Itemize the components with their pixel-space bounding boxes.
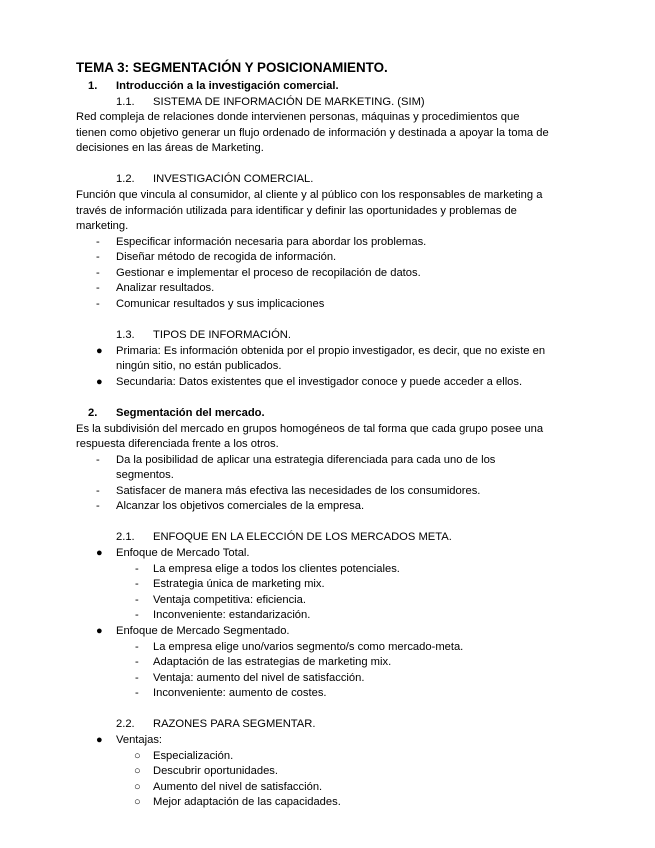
list-item-text: La empresa elige uno/varios segmento/s como mercado-meta. bbox=[153, 641, 464, 653]
list-item-text: Descubrir oportunidades. bbox=[153, 765, 278, 777]
section-title: Introducción a la investigación comercial. bbox=[116, 80, 339, 92]
list-item-continuation: segmentos. bbox=[116, 469, 174, 481]
dash-marker: - bbox=[96, 236, 100, 248]
section-title: Segmentación del mercado. bbox=[116, 407, 265, 419]
subsection-number: 2.2. bbox=[116, 718, 135, 730]
page-title: TEMA 3: SEGMENTACIÓN Y POSICIONAMIENTO. bbox=[76, 60, 388, 75]
paragraph-line: Red compleja de relaciones donde intervienen personas, máquinas y procedimientos que bbox=[76, 111, 520, 123]
subsection-title: TIPOS DE INFORMACIÓN. bbox=[153, 329, 291, 341]
bullet-text: Secundaria: Datos existentes que el investigador conoce y puede acceder a ellos. bbox=[116, 376, 523, 388]
dash-marker: - bbox=[96, 267, 100, 279]
hollow-circle-icon: ○ bbox=[134, 765, 141, 777]
dash-marker: - bbox=[135, 578, 139, 590]
dash-marker: - bbox=[96, 485, 100, 497]
subsection-number: 1.1. bbox=[116, 96, 135, 108]
list-item-text: Alcanzar los objetivos comerciales de la empresa. bbox=[116, 500, 365, 512]
list-item-text: Analizar resultados. bbox=[116, 282, 215, 294]
paragraph-line: marketing. bbox=[76, 220, 129, 232]
list-item-text: Diseñar método de recogida de información. bbox=[116, 251, 337, 263]
list-item-text: Aumento del nivel de satisfacción. bbox=[153, 781, 323, 793]
list-item-text: Estrategia única de marketing mix. bbox=[153, 578, 325, 590]
dash-marker: - bbox=[135, 641, 139, 653]
subsection-title: ENFOQUE EN LA ELECCIÓN DE LOS MERCADOS META. bbox=[153, 531, 452, 543]
list-item-text: Inconveniente: aumento de costes. bbox=[153, 687, 327, 699]
subsection-number: 1.3. bbox=[116, 329, 135, 341]
hollow-circle-icon: ○ bbox=[134, 796, 141, 808]
bullet-dot-icon: ● bbox=[96, 625, 103, 637]
dash-marker: - bbox=[96, 251, 100, 263]
list-item-text: Adaptación de las estrategias de marketing mix. bbox=[153, 656, 392, 668]
subsection-title: INVESTIGACIÓN COMERCIAL. bbox=[153, 173, 314, 185]
dash-marker: - bbox=[135, 594, 139, 606]
section-number: 2. bbox=[88, 407, 98, 419]
bullet-text: Enfoque de Mercado Segmentado. bbox=[116, 625, 290, 637]
paragraph-line: Es la subdivisión del mercado en grupos homogéneos de tal forma que cada grupo posee una bbox=[76, 423, 544, 435]
subsection-title: RAZONES PARA SEGMENTAR. bbox=[153, 718, 316, 730]
paragraph-line: tienen como objetivo generar un flujo ordenado de información y destinada a apoyar la toma de bbox=[76, 127, 549, 139]
list-item-text: Gestionar e implementar el proceso de recopilación de datos. bbox=[116, 267, 421, 279]
bullet-dot-icon: ● bbox=[96, 376, 103, 388]
bullet-text: Primaria: Es información obtenida por el propio investigador, es decir, que no existe en bbox=[116, 345, 546, 357]
dash-marker: - bbox=[135, 563, 139, 575]
bullet-text-continuation: ningún sitio, no están publicados. bbox=[116, 360, 282, 372]
dash-marker: - bbox=[135, 672, 139, 684]
subsection-number: 1.2. bbox=[116, 173, 135, 185]
dash-marker: - bbox=[135, 656, 139, 668]
paragraph-line: respuesta diferenciada frente a los otros. bbox=[76, 438, 279, 450]
list-item-text: Ventaja: aumento del nivel de satisfacción. bbox=[153, 672, 365, 684]
list-item-text: La empresa elige a todos los clientes potenciales. bbox=[153, 563, 400, 575]
list-item-text: Comunicar resultados y sus implicaciones bbox=[116, 298, 325, 310]
section-number: 1. bbox=[88, 80, 98, 92]
subsection-title: SISTEMA DE INFORMACIÓN DE MARKETING. (SIM) bbox=[153, 96, 425, 108]
dash-marker: - bbox=[96, 454, 100, 466]
list-item-text: Especificar información necesaria para abordar los problemas. bbox=[116, 236, 427, 248]
list-item-text: Especialización. bbox=[153, 750, 234, 762]
paragraph-line: decisiones en las áreas de Marketing. bbox=[76, 142, 264, 154]
dash-marker: - bbox=[135, 687, 139, 699]
list-item-text: Satisfacer de manera más efectiva las necesidades de los consumidores. bbox=[116, 485, 481, 497]
dash-marker: - bbox=[96, 298, 100, 310]
dash-marker: - bbox=[96, 282, 100, 294]
bullet-dot-icon: ● bbox=[96, 734, 103, 746]
dash-marker: - bbox=[96, 500, 100, 512]
hollow-circle-icon: ○ bbox=[134, 781, 141, 793]
list-item-text: Ventaja competitiva: eficiencia. bbox=[153, 594, 306, 606]
list-item-text: Mejor adaptación de las capacidades. bbox=[153, 796, 341, 808]
paragraph-line: través de información utilizada para identificar y definir las oportunidades y problemas de bbox=[76, 205, 517, 217]
paragraph-line: Función que vincula al consumidor, al cliente y al público con los responsables de marketing a bbox=[76, 189, 543, 201]
bullet-text: Ventajas: bbox=[116, 734, 163, 746]
hollow-circle-icon: ○ bbox=[134, 750, 141, 762]
list-item-text: Inconveniente: estandarización. bbox=[153, 609, 311, 621]
list-item-text: Da la posibilidad de aplicar una estrategia diferenciada para cada uno de los bbox=[116, 454, 496, 466]
subsection-number: 2.1. bbox=[116, 531, 135, 543]
bullet-dot-icon: ● bbox=[96, 547, 103, 559]
dash-marker: - bbox=[135, 609, 139, 621]
bullet-dot-icon: ● bbox=[96, 345, 103, 357]
bullet-text: Enfoque de Mercado Total. bbox=[116, 547, 250, 559]
